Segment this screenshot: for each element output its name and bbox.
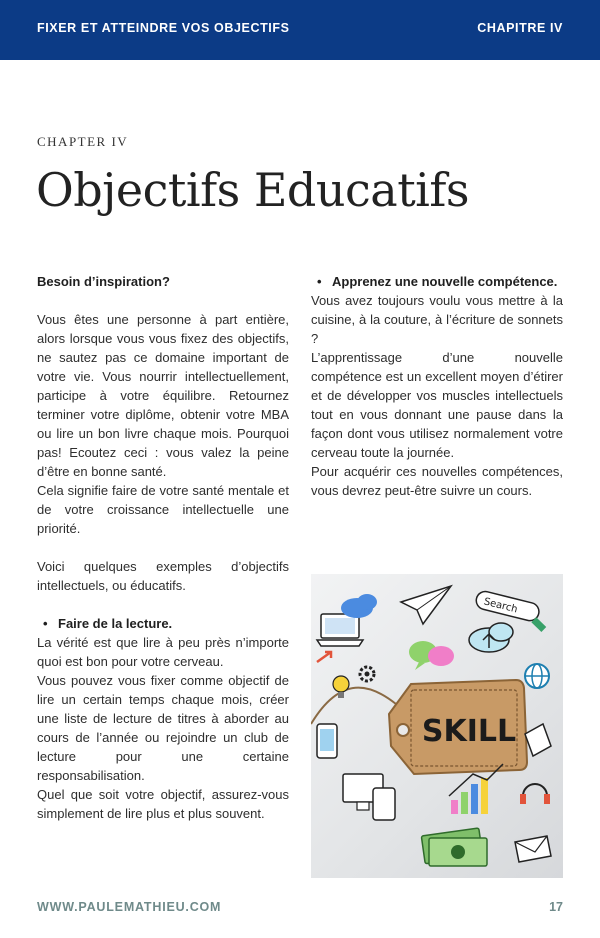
cloud-upload-icon (469, 623, 513, 652)
money-icon (421, 828, 487, 866)
paragraph: Quel que soit votre objectif, assurez-vous simplement de lire plus et plus souvent. (37, 787, 289, 821)
phone-icon (317, 724, 337, 758)
computer-icon (343, 774, 395, 820)
arrow-icon (317, 652, 331, 662)
cloud-icon (341, 594, 377, 618)
search-text: Search (482, 596, 519, 616)
globe-icon (525, 664, 549, 688)
bullet-text: Apprenez une nouvelle compétence. (332, 274, 558, 289)
chat-bubbles-icon (409, 641, 454, 670)
header-chapter: CHAPITRE IV (477, 21, 563, 35)
paragraph: Vous avez toujours voulu vous mettre à la cuisine, à la couture, à l’écriture de sonnets ? (311, 293, 563, 346)
folder-icon (525, 724, 551, 756)
search-bar-icon (472, 590, 551, 633)
paragraph: La vérité est que lire à peu près n’importe quoi est bon pour votre cerveau. (37, 635, 289, 669)
left-column (37, 272, 289, 823)
headset-icon (520, 784, 550, 804)
right-column (311, 272, 563, 500)
section-heading: Besoin d’inspiration? (37, 274, 170, 289)
page-title: Objectifs Educatifs (36, 163, 470, 217)
chapter-label: CHAPTER IV (37, 134, 129, 149)
paragraph: Cela signifie faire de votre santé mentale et de votre croissance intellectuelle une priorité. (37, 483, 289, 536)
header-book-title: FIXER ET ATTEINDRE VOS OBJECTIFS (37, 21, 290, 35)
paragraph: Vous êtes une personne à part entière, alors lorsque vous vous fixez des objectifs, ne sautez pas ce domaine important de votre vie. Vous nourrir intellectuellement, participe à votre équilibre. Retournez terminer votre diplôme, obtenir votre MBA ou lire un bon livre chaque mois. Pourquoi pas! Ecoutez ceci : vous valez la peine d’être en bonne santé. (37, 312, 289, 479)
paper-plane-icon (401, 586, 451, 624)
bullet-dot-icon: • (43, 616, 48, 631)
page-header (0, 0, 600, 60)
envelope-icon (515, 836, 551, 862)
bullet-text: Faire de la lecture. (58, 616, 173, 631)
skill-illustration-svg (311, 574, 563, 878)
bullet-item (37, 614, 289, 633)
paragraph: Voici quelques exemples d’objectifs intellectuels, ou éducatifs. (37, 559, 289, 593)
paragraph: Pour acquérir ces nouvelles compétences, vous devrez peut-être suivre un cours. (311, 464, 563, 498)
footer-website: WWW.PAULEMATHIEU.COM (37, 900, 222, 914)
gear-icon (360, 667, 374, 681)
bullet-dot-icon: • (317, 274, 322, 289)
tag-text: SKILL (421, 714, 517, 749)
paragraph: Vous pouvez vous fixer comme objectif de lire un certain temps chaque mois, créer une liste de lecture de titres à aborder au cours de l’année ou rejoindre un club de lecture pour une certaine responsabilisation. (37, 673, 289, 783)
skill-illustration (311, 574, 563, 878)
laptop-icon (317, 614, 363, 646)
tag-string (311, 688, 396, 724)
paragraph: L’apprentissage d’une nouvelle compétence est un excellent moyen d’étirer et de développer vos muscles intellectuels tout en vous donnant une pause dans la façon dont vous utilisez normalement votre cerveau toute la journée. (311, 350, 563, 460)
bullet-item (311, 272, 563, 291)
skill-tag (389, 680, 527, 774)
page-number: 17 (549, 900, 563, 914)
